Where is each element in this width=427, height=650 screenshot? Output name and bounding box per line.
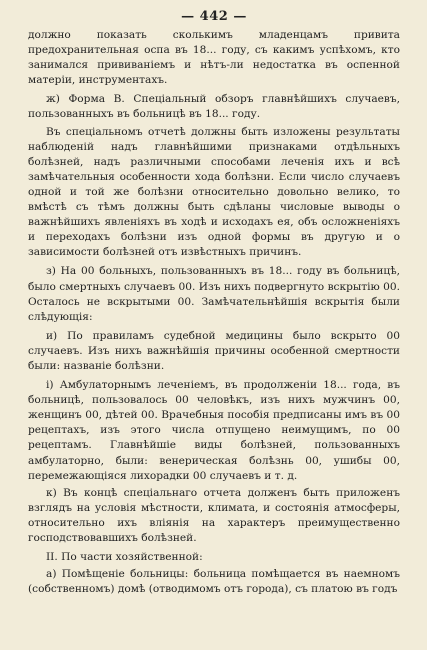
- paragraph-mortality: з) На 00 больныхъ, пользованныхъ въ 18... году въ больницѣ, было смертныхъ случаевъ 00. Изъ нихъ подвергнуто вскрытію 00. Осталось не вскрытыми 00. Замѣчательнѣйшія вскрытія были слѣдующія:: [28, 265, 400, 323]
- paragraph-special-report: Въ спеціальномъ отчетѣ должны быть изложены результаты наблюденій надъ главнѣйшими признаками отдѣльныхъ болѣзней, надъ различными способами леченія ихъ и всѣ замѣчательныя особенности хода болѣзни. Если число случаевъ одной и той же болѣзни относительно довольно велико, то вмѣстѣ съ тѣмъ должны быть сдѣланы числовые выводы о важнѣйшихъ явленіяхъ въ ходѣ и исходахъ ея, объ осложненіяхъ и переходахъ болѣзни изъ одной формы въ другую и о зависимости болѣзней отъ извѣстныхъ причинъ.: [28, 125, 400, 259]
- paragraph-forensic-autopsies: и) По правиламъ судебной медицины было вскрыто 00 случаевъ. Изъ нихъ важнѣйшія причины особенной смертности были: названіе болѣзни.: [28, 329, 400, 372]
- paragraph-outpatient-treatment: і) Амбулаторнымъ леченіемъ, въ продолженіи 18... года, въ больницѣ, пользовалось 00 человѣкъ, изъ нихъ мужчинъ 00, женщинъ 00, дѣтей 00. Врачебныя пособія предписаны имъ въ 00 рецептахъ, изъ этого числа отпущено неимущимъ, по 00 рецептамъ. Главнѣйшіе виды болѣзней, пользованныхъ амбулаторно, были: венерическая болѣзнь 00, ушибы 00, перемежающіяся лихорадки 00 случаевъ и т. д.: [28, 379, 400, 482]
- paragraph-local-conditions: к) Въ концѣ спеціальнаго отчета долженъ быть приложенъ взглядъ на условія мѣстности, климата, и состоянія атмосферы, относительно ихъ вліянія на характеръ преимущественно господствовавшихъ болѣзней.: [28, 486, 400, 544]
- section-heading-economic: II. По части хозяйственной:: [46, 551, 203, 564]
- page-number: — 442 —: [181, 9, 247, 24]
- paragraph-vaccination-report: должно показать сколькимъ младенцамъ привита предохранительная оспа въ 18... году, съ какимъ успѣхомъ, кто занимался прививаніемъ и нѣтъ-ли недостатка въ оспенной матеріи, инструментахъ.: [28, 29, 400, 87]
- paragraph-hospital-premises: а) Помѣщеніе больницы: больница помѣщается въ наемномъ (собственномъ) домѣ (отводимомъ отъ города), съ платою въ годъ: [28, 568, 400, 596]
- paragraph-form-v-heading: ж) Форма В. Спеціальный обзоръ главнѣйшихъ случаевъ, пользованныхъ въ больницѣ въ 18... году.: [28, 93, 400, 121]
